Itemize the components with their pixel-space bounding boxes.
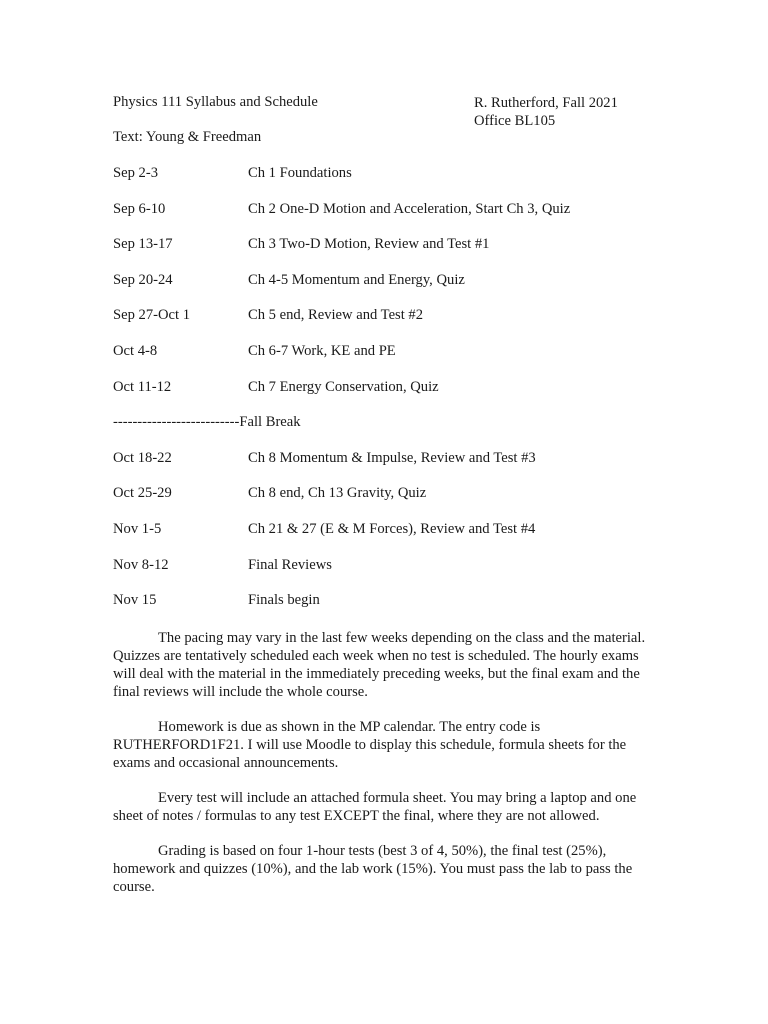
schedule-topic: Ch 4-5 Momentum and Energy, Quiz [248,271,465,288]
schedule-dates: Oct 18-22 [113,449,172,466]
schedule-row [113,450,673,486]
schedule-topic: Ch 5 end, Review and Test #2 [248,307,424,324]
pacing-paragraph: The pacing may vary in the last few weeks depending on the class and the material. Quizzes are tentatively scheduled each week when no test is scheduled. The hourly exams will deal with the material in the immediately preceding weeks, but the final exam and the final reviews will include the whole course. [113,630,646,700]
document-title: Physics 111 Syllabus and Schedule [113,94,318,110]
schedule-dates: Oct 4-8 [113,342,158,359]
schedule-topic: Ch 3 Two-D Motion, Review and Test #1 [248,236,490,253]
schedule-row [113,272,673,308]
schedule-row [113,485,673,521]
schedule-dates: Nov 1-5 [113,520,162,537]
schedule-topic: Finals begin [248,592,320,609]
homework-paragraph: Homework is due as shown in the MP calendar. The entry code is RUTHERFORD1F21. I will use Moodle to display this schedule, formula sheets for the exams and occasional announcements. [113,719,627,771]
schedule-topic: Ch 7 Energy Conservation, Quiz [248,378,439,395]
schedule-row [113,379,673,415]
policy-paragraphs [113,629,661,913]
schedule-row [113,557,673,593]
schedule-row [113,307,673,343]
instructor-info [474,94,618,130]
schedule-row [113,236,673,272]
grading-paragraph: Grading is based on four 1-hour tests (best 3 of 4, 50%), the final test (25%), homework and quizzes (10%), and the lab work (15%). You must pass the lab to pass the course. [113,843,633,895]
schedule-dates: Sep 13-17 [113,236,173,253]
schedule-dates: Sep 6-10 [113,200,166,217]
schedule-topic: Ch 2 One-D Motion and Acceleration, Start Ch 3, Quiz [248,200,571,217]
schedule-dates: Nov 15 [113,592,157,609]
schedule-topic: Ch 21 & 27 (E & M Forces), Review and Test #4 [248,520,536,537]
schedule-dates: Sep 27-Oct 1 [113,307,191,324]
schedule-topic: Final Reviews [248,556,332,573]
schedule-topic: Ch 8 end, Ch 13 Gravity, Quiz [248,485,427,502]
schedule-row [113,201,673,237]
schedule-dates: Oct 25-29 [113,485,172,502]
formula-sheet-paragraph: Every test will include an attached formula sheet. You may bring a laptop and one sheet of notes / formulas to any test EXCEPT the final, where they are not allowed. [113,790,637,824]
schedule-row [113,521,673,557]
schedule-row-fall-break [113,414,673,450]
schedule-dates: Oct 11-12 [113,378,172,395]
schedule-row [113,165,673,201]
schedule-row [113,343,673,379]
schedule-topic: Ch 1 Foundations [248,165,352,181]
schedule-list [113,165,673,628]
schedule-dates: Nov 8-12 [113,556,169,573]
instructor-term: R. Rutherford, Fall 2021 [474,95,618,111]
fall-break-label: --------------------------Fall Break [113,414,301,431]
schedule-dates: Sep 20-24 [113,271,173,288]
schedule-topic: Ch 8 Momentum & Impulse, Review and Test #3 [248,449,536,466]
textbook-line: Text: Young & Freedman [113,129,262,145]
office-location: Office BL105 [474,113,556,129]
schedule-topic: Ch 6-7 Work, KE and PE [248,342,396,359]
schedule-row [113,592,673,628]
schedule-dates: Sep 2-3 [113,165,158,181]
